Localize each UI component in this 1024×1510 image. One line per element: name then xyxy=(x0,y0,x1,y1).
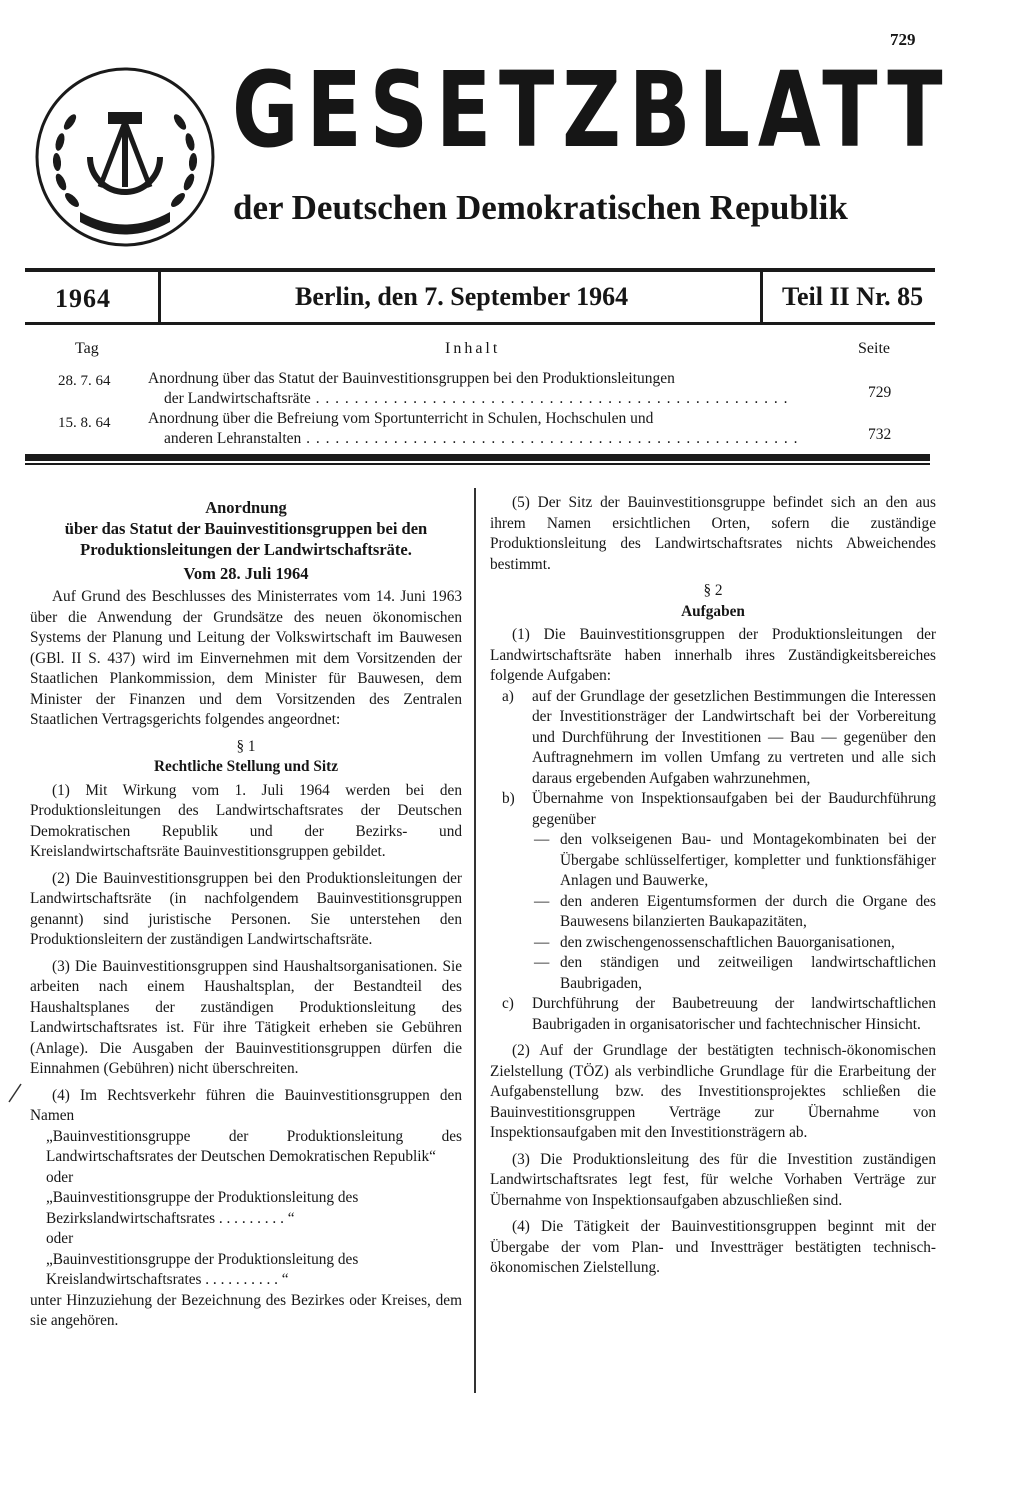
list-label: a) xyxy=(502,687,514,705)
contents-rule-thick xyxy=(25,454,930,461)
paragraph: (1) Mit Wirkung vom 1. Juli 1964 werden bei den Produktionsleitungen des Landwirtschaftsrates der Deutschen Demokratischen Republik und der Bezirks- und Kreislandwirtschaftsräte Bauinvestitionsgruppen gebildet. xyxy=(30,781,462,860)
issue-date: Berlin, den 7. September 1964 xyxy=(295,282,629,311)
dash-item xyxy=(490,830,936,892)
issue-bar-divider xyxy=(760,272,763,323)
paragraph: (3) Die Produktionsleitung des für die Investition zuständigen Landwirtschaftsrates legt fest, für welche Vorhaben Verträge zur Übernahme von Inspektionsaufgaben abzuschließen sind. xyxy=(490,1150,936,1209)
dash-text: den zwischengenossenschaftlichen Bauorganisationen, xyxy=(560,933,895,951)
paragraph: (2) Auf der Grundlage der bestätigten technisch-ökonomischen Zielstellung (TÖZ) als verbindliche Grundlage für die Erarbeitung der Aufgabenstellung bzw. des Investitionsprojektes schließen die Bauinvestitionsgruppen Verträge zur Übernahme von Inspektionsaufgaben mit den Investitionsträgern ab. xyxy=(490,1042,936,1141)
list-text: Übernahme von Inspektionsaufgaben bei der Baudurchführung gegenüber xyxy=(532,790,936,828)
contents-column-tag: Tag xyxy=(75,340,99,357)
list-item xyxy=(490,994,936,1035)
section-number: § 2 xyxy=(703,582,723,599)
issue-bar-divider xyxy=(158,272,161,323)
contents-entry[interactable] xyxy=(148,409,828,449)
issue-part: Teil II Nr. 85 xyxy=(782,282,924,311)
masthead-subtitle: der Deutschen Demokratischen Republik xyxy=(233,188,848,227)
paragraph: (5) Der Sitz der Bauinvestitionsgruppe befindet sich an den aus ihrem Namen ersichtlichen Orten, sofern die zuständige Produktionsleitung des Landwirtschaftsrates nichts Abweichendes bestimmt. xyxy=(490,494,936,573)
contents-entry-line: Anordnung über das Statut der Bauinvestitionsgruppen bei den Produktionsleitungen xyxy=(148,370,675,387)
name-quote: „Bauinvestitionsgruppe der Produktionsleitung des xyxy=(46,1250,359,1268)
ordinance-date: Vom 28. Juli 1964 xyxy=(183,564,309,583)
contents-entry-line: Anordnung über die Befreiung vom Sportunterricht in Schulen, Hochschulen und xyxy=(148,410,654,427)
state-emblem-icon xyxy=(30,62,220,252)
paragraph: unter Hinzuziehung der Bezeichnung des Bezirkes oder Kreises, dem sie angehören. xyxy=(30,1291,462,1329)
paragraph: (2) Die Bauinvestitionsgruppen bei den Produktionsleitungen der Landwirtschaftsräte (in nachfolgendem Bauinvestitionsgruppen genannt) sind juristische Personen. Sie unterstehen den Produktionsleitern der zuständigen Landwirtschaftsräte. xyxy=(30,869,462,948)
name-quote: Kreislandwirtschaftsrates . . . . . . . . . . “ xyxy=(46,1271,289,1288)
section-title: Rechtliche Stellung und Sitz xyxy=(153,758,338,775)
list-label: b) xyxy=(502,790,515,807)
ordinance-heading: Produktionsleitungen der Landwirtschaftsräte. xyxy=(80,540,412,559)
section-title: Aufgaben xyxy=(681,602,745,620)
list-text: Durchführung der Baubetreuung der landwirtschaftlichen Baubrigaden in organisatorischer und fachtechnischer Hinsicht. xyxy=(532,995,936,1033)
dash-text: den volkseigenen Bau- und Montagekombinaten bei der Übergabe schlüsselfertiger, kompletter und funktionsfähiger Anlagen und Bauwerke, xyxy=(560,831,936,889)
paragraph: (3) Die Bauinvestitionsgruppen sind Haushaltsorganisationen. Sie arbeiten nach einem Haushaltsplan, der Bestandteil des Haushaltsplanes der zuständigen Produktionsleitung des Landwirtschaftsrates ist. Für ihre Tätigkeit erheben sie Gebühren (Anlage). Die Ausgaben der Bauinvestitionsgruppen dürfen die Einnahmen (Gebühren) nicht überschreiten. xyxy=(30,957,462,1077)
dash-item xyxy=(490,953,936,994)
name-quote: „Bauinvestitionsgruppe der Produktionsleitung des xyxy=(46,1189,359,1206)
list-text: auf der Grundlage der gesetzlichen Bestimmungen die Interessen der Investitionsträger der Landwirtschaft bei der Vorbereitung und Durchführung der Investitionen — Bau — gegenüber den Auftragnehmern im vollen Umfang zu vertreten und alle sich daraus ergebenden Aufgaben wahrzunehmen, xyxy=(532,687,936,787)
list-item xyxy=(490,789,936,830)
contents-entry-date: 28. 7. 64 xyxy=(58,373,111,389)
page-number: 729 xyxy=(890,30,916,49)
contents-entry-date: 15. 8. 64 xyxy=(58,415,111,431)
contents-entry-page: 729 xyxy=(868,384,892,401)
masthead-title: GESETZBLATT xyxy=(232,49,951,171)
dash-label: — xyxy=(534,954,550,971)
issue-year: 1964 xyxy=(55,284,111,313)
conjunction: oder xyxy=(46,1168,74,1186)
ordinance-heading: Anordnung xyxy=(205,498,287,517)
contents-entry-page: 732 xyxy=(868,426,892,443)
paragraph: (4) Die Tätigkeit der Bauinvestitionsgruppen beginnt mit der Übergabe der vom Plan- und Investträger bestätigten technisch-ökonomischen Zielstellung. xyxy=(490,1218,936,1276)
dash-text: den anderen Eigentumsformen der durch die Organe des Bauwesens bilanzierten Baukapazitäten, xyxy=(560,892,936,930)
conjunction: oder xyxy=(46,1230,74,1247)
dash-label: — xyxy=(534,831,550,848)
left-column xyxy=(30,497,462,1332)
list-item xyxy=(490,687,936,790)
contents-column-seite: Seite xyxy=(858,340,890,357)
column-divider xyxy=(474,488,476,1393)
contents-rule-thin xyxy=(25,463,930,465)
name-quote: „Bauinvestitionsgruppe der Produktionsleitung des Landwirtschaftsrates der Deutschen Demokratischen Republik“ xyxy=(46,1127,462,1165)
contents-entry[interactable] xyxy=(148,369,828,409)
name-quote: Bezirkslandwirtschaftsrates . . . . . . . . . “ xyxy=(46,1209,295,1227)
issue-bar-top-rule xyxy=(25,268,935,272)
dash-item xyxy=(490,892,936,933)
section-number: § 1 xyxy=(236,737,256,755)
margin-mark-icon xyxy=(7,1082,23,1104)
paragraph: (4) Im Rechtsverkehr führen die Bauinvestitionsgruppen den Namen xyxy=(30,1086,462,1124)
paragraph: (1) Die Bauinvestitionsgruppen der Produktionsleitungen der Landwirtschaftsräte haben innerhalb ihres Zuständigkeitsbereiches folgende Aufgaben: xyxy=(490,626,936,684)
issue-bar-bottom-rule xyxy=(25,322,935,325)
ordinance-heading: über das Statut der Bauinvestitionsgruppen bei den xyxy=(64,519,428,538)
dash-item xyxy=(490,933,936,954)
contents-entry-line: anderen Lehranstalten . . . . . . . . . . . . . . . . . . . . . . . . . . . . . . . . . . . . . . . . . . . . . . . . . . . xyxy=(164,430,799,447)
dash-text: den ständigen und zeitweiligen landwirtschaftlichen Baubrigaden, xyxy=(560,954,936,992)
contents-entry-line: der Landwirtschaftsräte . . . . . . . . . . . . . . . . . . . . . . . . . . . . . . . . . . . . . . . . . . . . . . . . . xyxy=(164,390,789,407)
right-column xyxy=(490,493,936,1279)
dash-label: — xyxy=(534,933,550,951)
contents-column-inhalt: Inhalt xyxy=(445,340,501,357)
list-label: c) xyxy=(502,995,514,1012)
preamble: Auf Grund des Beschlusses des Ministerrates vom 14. Juni 1963 über die Anwendung der Grundsätze des neuen ökonomischen Systems der Planung und Leitung der Volkswirtschaft im Bauwesen (GBl. II S. 437) wird im Einvernehmen mit dem Vorsitzenden der Staatlichen Plankommission, dem Minister für Bauwesen, dem Minister der Finanzen und dem Vorsitzenden des Zentralen Staatlichen Vertragsgerichts folgendes angeordnet: xyxy=(30,588,462,728)
dash-label: — xyxy=(534,892,550,910)
